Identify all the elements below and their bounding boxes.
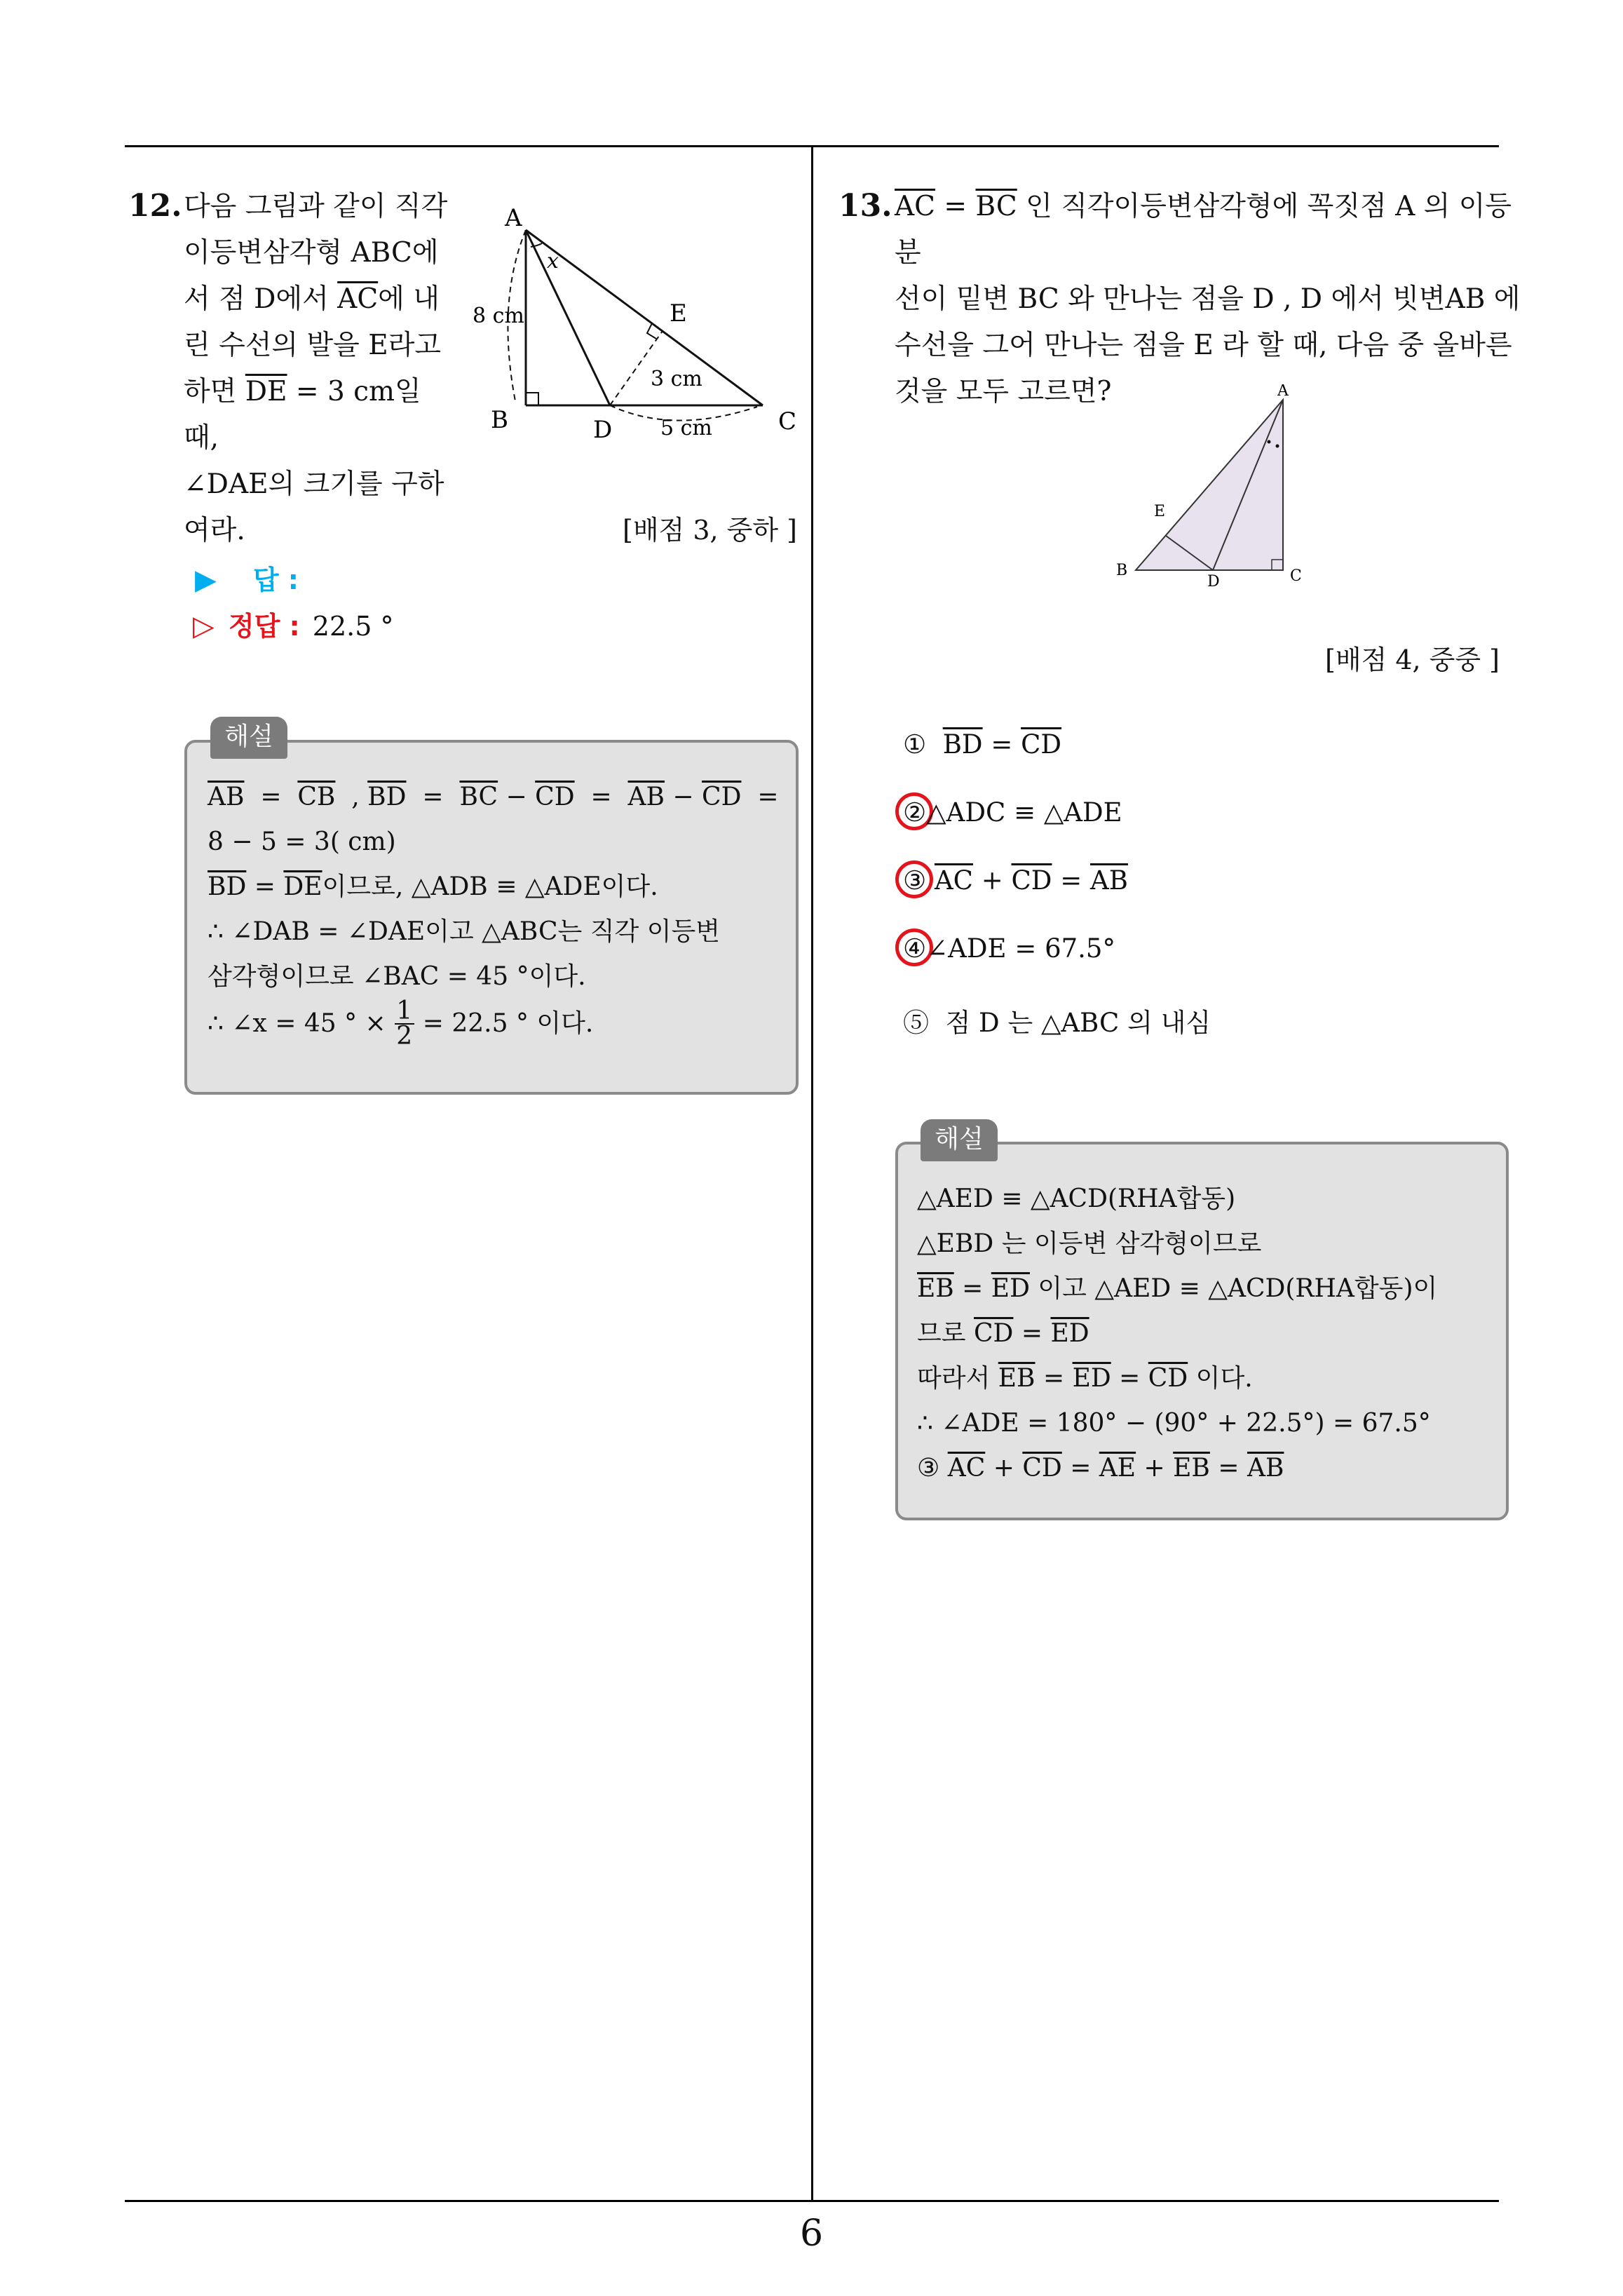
q12-label-AB: 8 cm xyxy=(473,304,524,328)
q12-label-DE: 3 cm xyxy=(651,367,702,391)
q12-explanation-text: $\overline{AB} = \overline{CB}$ , $\overline{BD} = \overline{BC} - \overline{CD} = \overline{AB} - \overline{CD}$ = 8 − 5 = 3( cm) $\overline{BD} = \overline{DE}$이므로, △ADB ≡ △ADE이다. ∴ ∠DAB = ∠DAE이고 △ABC는 직각 이등변 삼각형이므로 ∠BAC = 45 °이다. ∴ ∠x = 45 ° × $\frac{1}{2}$ = 22.5 ° 이다. xyxy=(208,783,779,1051)
q13-choice-1[interactable]: ① $\overline{BD} = \overline{CD}$ xyxy=(903,729,1062,759)
q13-label-B: B xyxy=(1116,562,1128,579)
q13-question: $\overline{AC} = \overline{BC}$ 인 직각이등변삼각형에 꼭짓점 A 의 이등분 선이 밑변 BC 와 만나는 점을 D , D 에서 빗변AB 에 수선을 그어 만나는 점을 E 라 할 때, 다음 중 올바른 것을 모두 고르면? xyxy=(895,191,1521,407)
q12-label-A: A xyxy=(505,204,522,232)
q12-label-D: D xyxy=(593,416,613,444)
q13-label-C: C xyxy=(1290,567,1302,585)
q12-correct-row: ▷ 정답 : 22.5 ° xyxy=(193,610,394,642)
q12-explanation-tab: 해설 xyxy=(210,717,287,759)
q13-choice-5[interactable]: ⑤ 점 D 는 △ABC 의 내심 xyxy=(903,1008,1211,1038)
q12-score: [배점 3, 중하 ] xyxy=(623,515,797,546)
play-outline-icon: ▷ xyxy=(193,610,215,642)
q12-question: 다음 그림과 같이 직각 이등변삼각형 ABC에 서 점 D에서 $\overline{AC}$에 내 린 수선의 발을 E라고 하면 $\overline{DE} = 3$ cm일 때, ∠DAE의 크기를 구하 여라. xyxy=(184,191,448,546)
q13-score: [배점 4, 중중 ] xyxy=(1325,644,1500,675)
q12-label-x: x xyxy=(547,249,559,274)
q12-label-DC: 5 cm xyxy=(660,416,712,440)
q12-number: 12. xyxy=(128,188,182,224)
q13-label-A: A xyxy=(1277,384,1289,400)
play-icon: ▶ xyxy=(195,564,217,596)
q12-label-C: C xyxy=(778,407,797,435)
q12-answer-row: ▶ 답 : xyxy=(195,564,299,596)
q12-figure xyxy=(463,196,813,449)
q13-choice-3[interactable]: ③ $\overline{AC} + \overline{CD} = \overline{AB}$ xyxy=(903,865,1128,896)
column-divider xyxy=(811,145,813,2201)
q13-label-E: E xyxy=(1154,503,1166,520)
q13-figure xyxy=(1101,384,1311,595)
q13-choice-4[interactable]: ④∠ADE = 67.5° xyxy=(903,933,1115,964)
page-number: 6 xyxy=(799,2213,824,2255)
q12-label-E: E xyxy=(670,299,687,327)
q13-explanation-text: △AED ≡ △ACD(RHA합동) △EBD 는 이등변 삼각형이므로 $\overline{EB} = \overline{ED}$ 이고 △AED ≡ △ACD(RHA합동)이 므로 $\overline{CD} = \overline{ED}$ 따라서 $\overline{EB} = \overline{ED} = \overline{CD}$ 이다. ∴ ∠ADE = 180° − (90° + 22.5°) = 67.5° ③ $\overline{AC} + \overline{CD} = \overline{AE} + \overline{EB} = \overline{AB}$ xyxy=(917,1184,1438,1483)
q13-explanation-tab: 해설 xyxy=(921,1119,998,1161)
q13-number: 13. xyxy=(838,188,892,224)
q13-choice-2[interactable]: ②△ADC ≡ △ADE xyxy=(903,797,1122,828)
q12-label-B: B xyxy=(491,406,508,434)
q13-label-D: D xyxy=(1207,573,1220,590)
